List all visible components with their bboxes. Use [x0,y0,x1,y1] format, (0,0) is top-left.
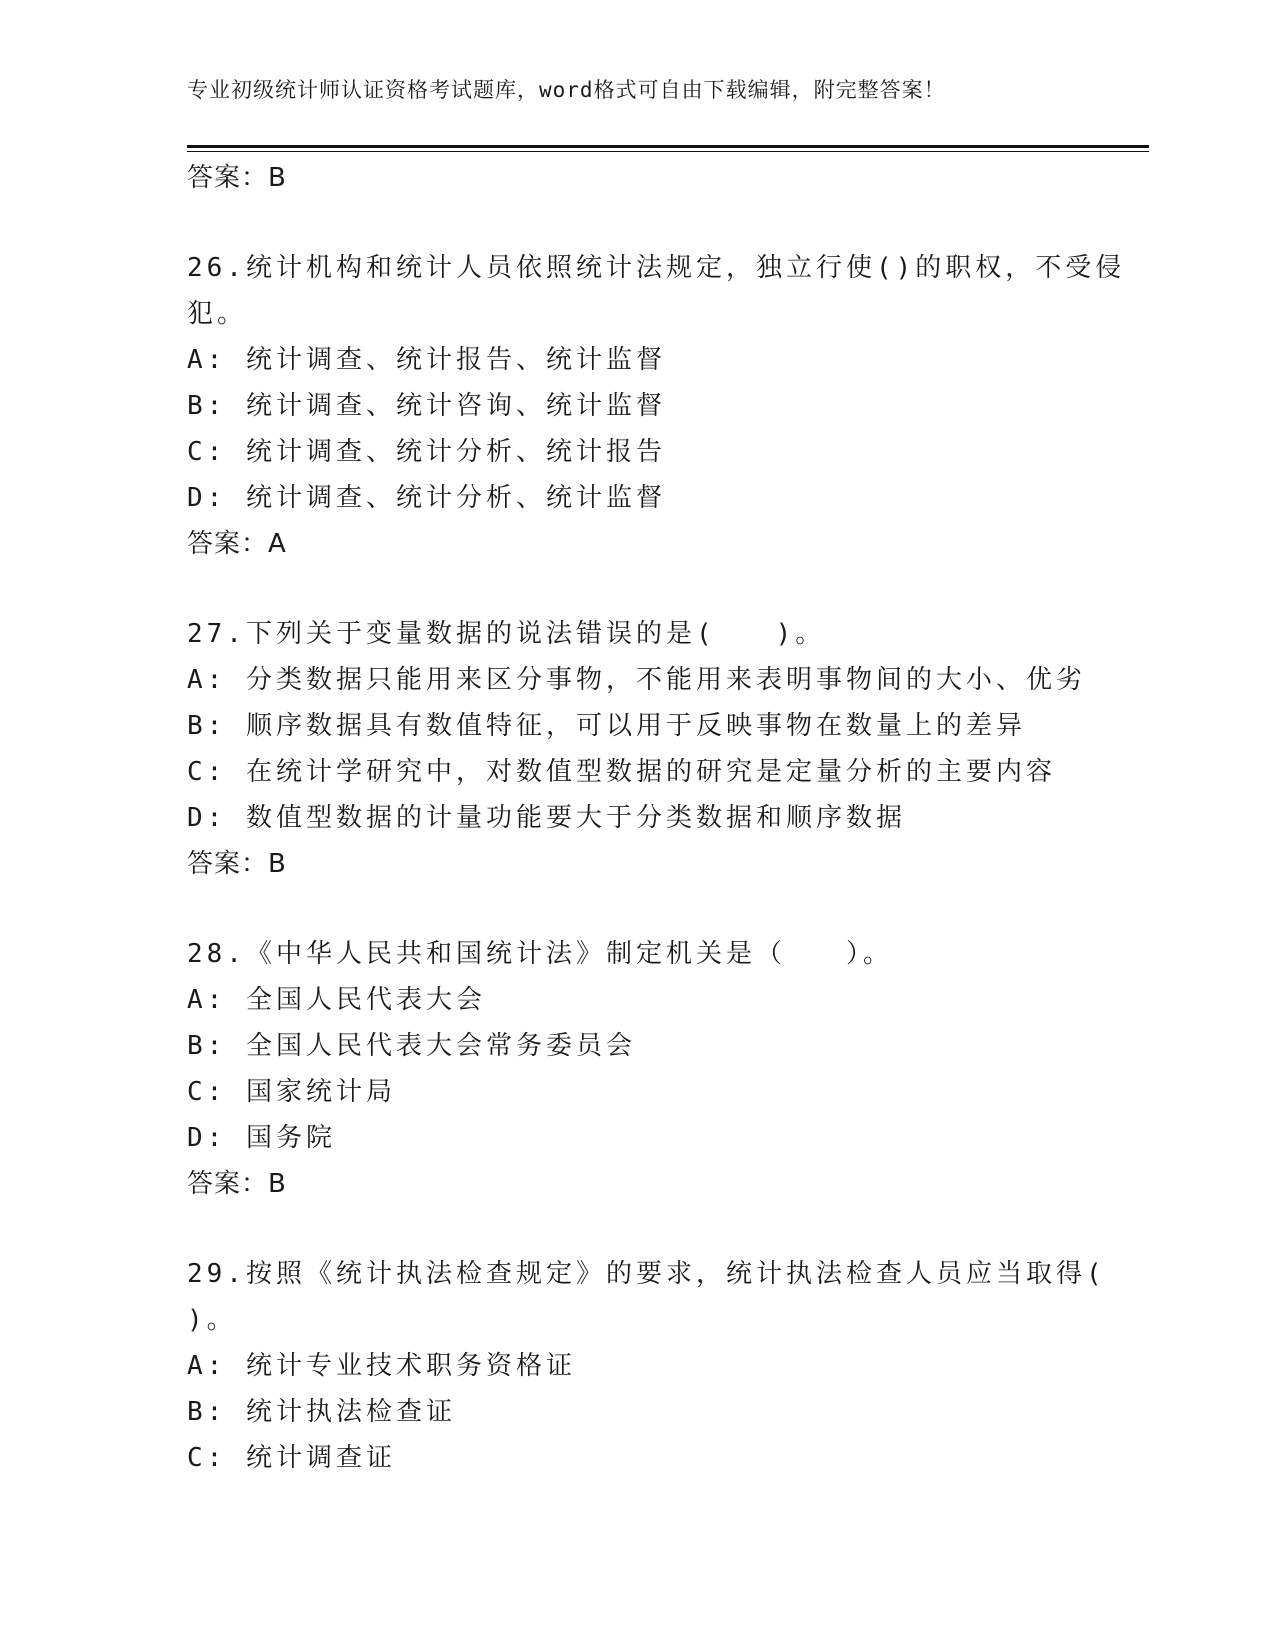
option-c: C: 在统计学研究中，对数值型数据的研究是定量分析的主要内容 [187,757,1056,787]
option-a: A: 统计调查、统计报告、统计监督 [187,345,666,375]
header-rule-thin [187,151,1149,152]
option-b: B: 统计调查、统计咨询、统计监督 [187,391,666,421]
option-b: B: 顺序数据具有数值特征，可以用于反映事物在数量上的差异 [187,711,1026,741]
question-text: 26.统计机构和统计人员依照统计法规定，独立行使()的职权，不受侵 [187,253,1126,283]
option-a: A: 全国人民代表大会 [187,985,486,1015]
question-text: 29.按照《统计执法检查规定》的要求，统计执法检查人员应当取得( [187,1259,1106,1289]
answer: 答案：B [187,1169,287,1199]
question-27 [187,611,1087,887]
option-c: C: 国家统计局 [187,1077,396,1107]
question-text: 27.下列关于变量数据的说法错误的是( )。 [187,619,826,649]
option-d: D: 统计调查、统计分析、统计监督 [187,483,666,513]
option-c: C: 统计调查证 [187,1443,396,1473]
header-rule-thick [187,145,1149,148]
option-d: D: 数值型数据的计量功能要大于分类数据和顺序数据 [187,803,906,833]
option-a: A: 统计专业技术职务资格证 [187,1351,576,1381]
question-text: 28.《中华人民共和国统计法》制定机关是（ ）。 [187,939,893,969]
question-26 [187,245,1126,567]
question-text-cont: )。 [187,1305,237,1335]
option-b: B: 统计执法检查证 [187,1397,456,1427]
question-list [187,155,1126,1481]
question-text-cont: 犯。 [187,299,248,329]
option-c: C: 统计调查、统计分析、统计报告 [187,437,666,467]
question-28 [187,931,1087,1207]
question-29 [187,1251,1106,1481]
option-b: B: 全国人民代表大会常务委员会 [187,1031,636,1061]
answer: 答案：B [187,849,287,879]
answer: 答案：A [187,529,287,559]
option-d: D: 国务院 [187,1123,336,1153]
page-header: 专业初级统计师认证资格考试题库，word格式可自由下载编辑，附完整答案！ [187,78,946,102]
option-a: A: 分类数据只能用来区分事物，不能用来表明事物间的大小、优劣 [187,665,1086,695]
answer-25: 答案：B [187,163,287,193]
